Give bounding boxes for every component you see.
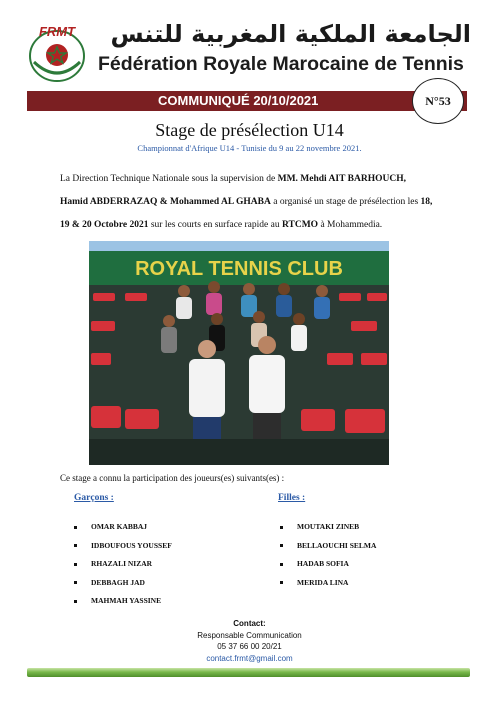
list-item: MERIDA LINA	[280, 574, 376, 593]
list-item: DEBBAGH JAD	[74, 574, 172, 593]
participation-text: Ce stage a connu la participation des joueurs(es) suivants(es) :	[60, 473, 285, 483]
photo-sign: ROYAL TENNIS CLUB	[135, 258, 343, 280]
bullet-icon	[280, 544, 283, 547]
list-item: OMAR KABBAJ	[74, 518, 172, 537]
bullet-icon	[74, 526, 77, 529]
intro-paragraph	[60, 168, 450, 237]
svg-text:FRMT: FRMT	[38, 24, 76, 39]
federation-arabic-name: الجامعة الملكية المغربية للتنس	[110, 20, 471, 48]
intro-dates-2: 19 & 20 Octobre 2021	[60, 220, 149, 230]
communique-date: COMMUNIQUÉ 20/10/2021	[158, 93, 319, 108]
group-photo	[89, 241, 389, 465]
bullet-icon	[280, 563, 283, 566]
list-item: IDBOUFOUS YOUSSEF	[74, 537, 172, 556]
intro-coaches: MM. Mehdi AIT BARHOUCH,	[277, 174, 406, 184]
contact-block	[0, 618, 499, 664]
list-item: MAHMAH YASSINE	[74, 592, 172, 611]
list-item: BELLAOUCHI SELMA	[280, 537, 376, 556]
contact-role: Responsable Communication	[197, 630, 302, 640]
girls-heading: Filles :	[278, 493, 306, 503]
intro-coaches-2: Hamid ABDERRAZAQ & Mohammed AL GHABA	[60, 197, 271, 207]
contact-phone: 05 37 66 00 20/21	[217, 642, 282, 651]
boys-heading: Garçons :	[74, 493, 114, 503]
bullet-icon	[280, 581, 283, 584]
contact-email-link[interactable]: contact.frmt@gmail.com	[206, 653, 293, 663]
document-title: Stage de présélection U14	[155, 120, 344, 140]
bullet-icon	[74, 581, 77, 584]
intro-text: La Direction Technique Nationale sous la supervision de	[60, 174, 278, 184]
girls-list	[280, 518, 376, 592]
list-item: HADAB SOFIA	[280, 555, 376, 574]
boys-list	[74, 518, 172, 611]
bullet-icon	[280, 526, 283, 529]
contact-title: Contact:	[233, 619, 266, 628]
intro-text: sur les courts en surface rapide au	[148, 220, 282, 230]
bullet-icon	[74, 563, 77, 566]
list-item: RHAZALI NIZAR	[74, 555, 172, 574]
bullet-icon	[74, 544, 77, 547]
intro-venue: RTCMO	[281, 220, 319, 230]
communique-number-badge: N°53	[412, 78, 464, 124]
intro-dates: 18,	[420, 197, 433, 207]
document-subtitle: Championnat d'Afrique U14 - Tunisie du 9 au 22 novembre 2021.	[137, 143, 362, 153]
intro-text: à Mohammedia.	[318, 220, 383, 230]
federation-name: Fédération Royale Marocaine de Tennis	[98, 53, 464, 75]
list-item: MOUTAKI ZINEB	[280, 518, 376, 537]
grass-footer-strip	[27, 668, 470, 677]
intro-text: a organisé un stage de présélection les	[270, 197, 421, 207]
bullet-icon	[74, 600, 77, 603]
